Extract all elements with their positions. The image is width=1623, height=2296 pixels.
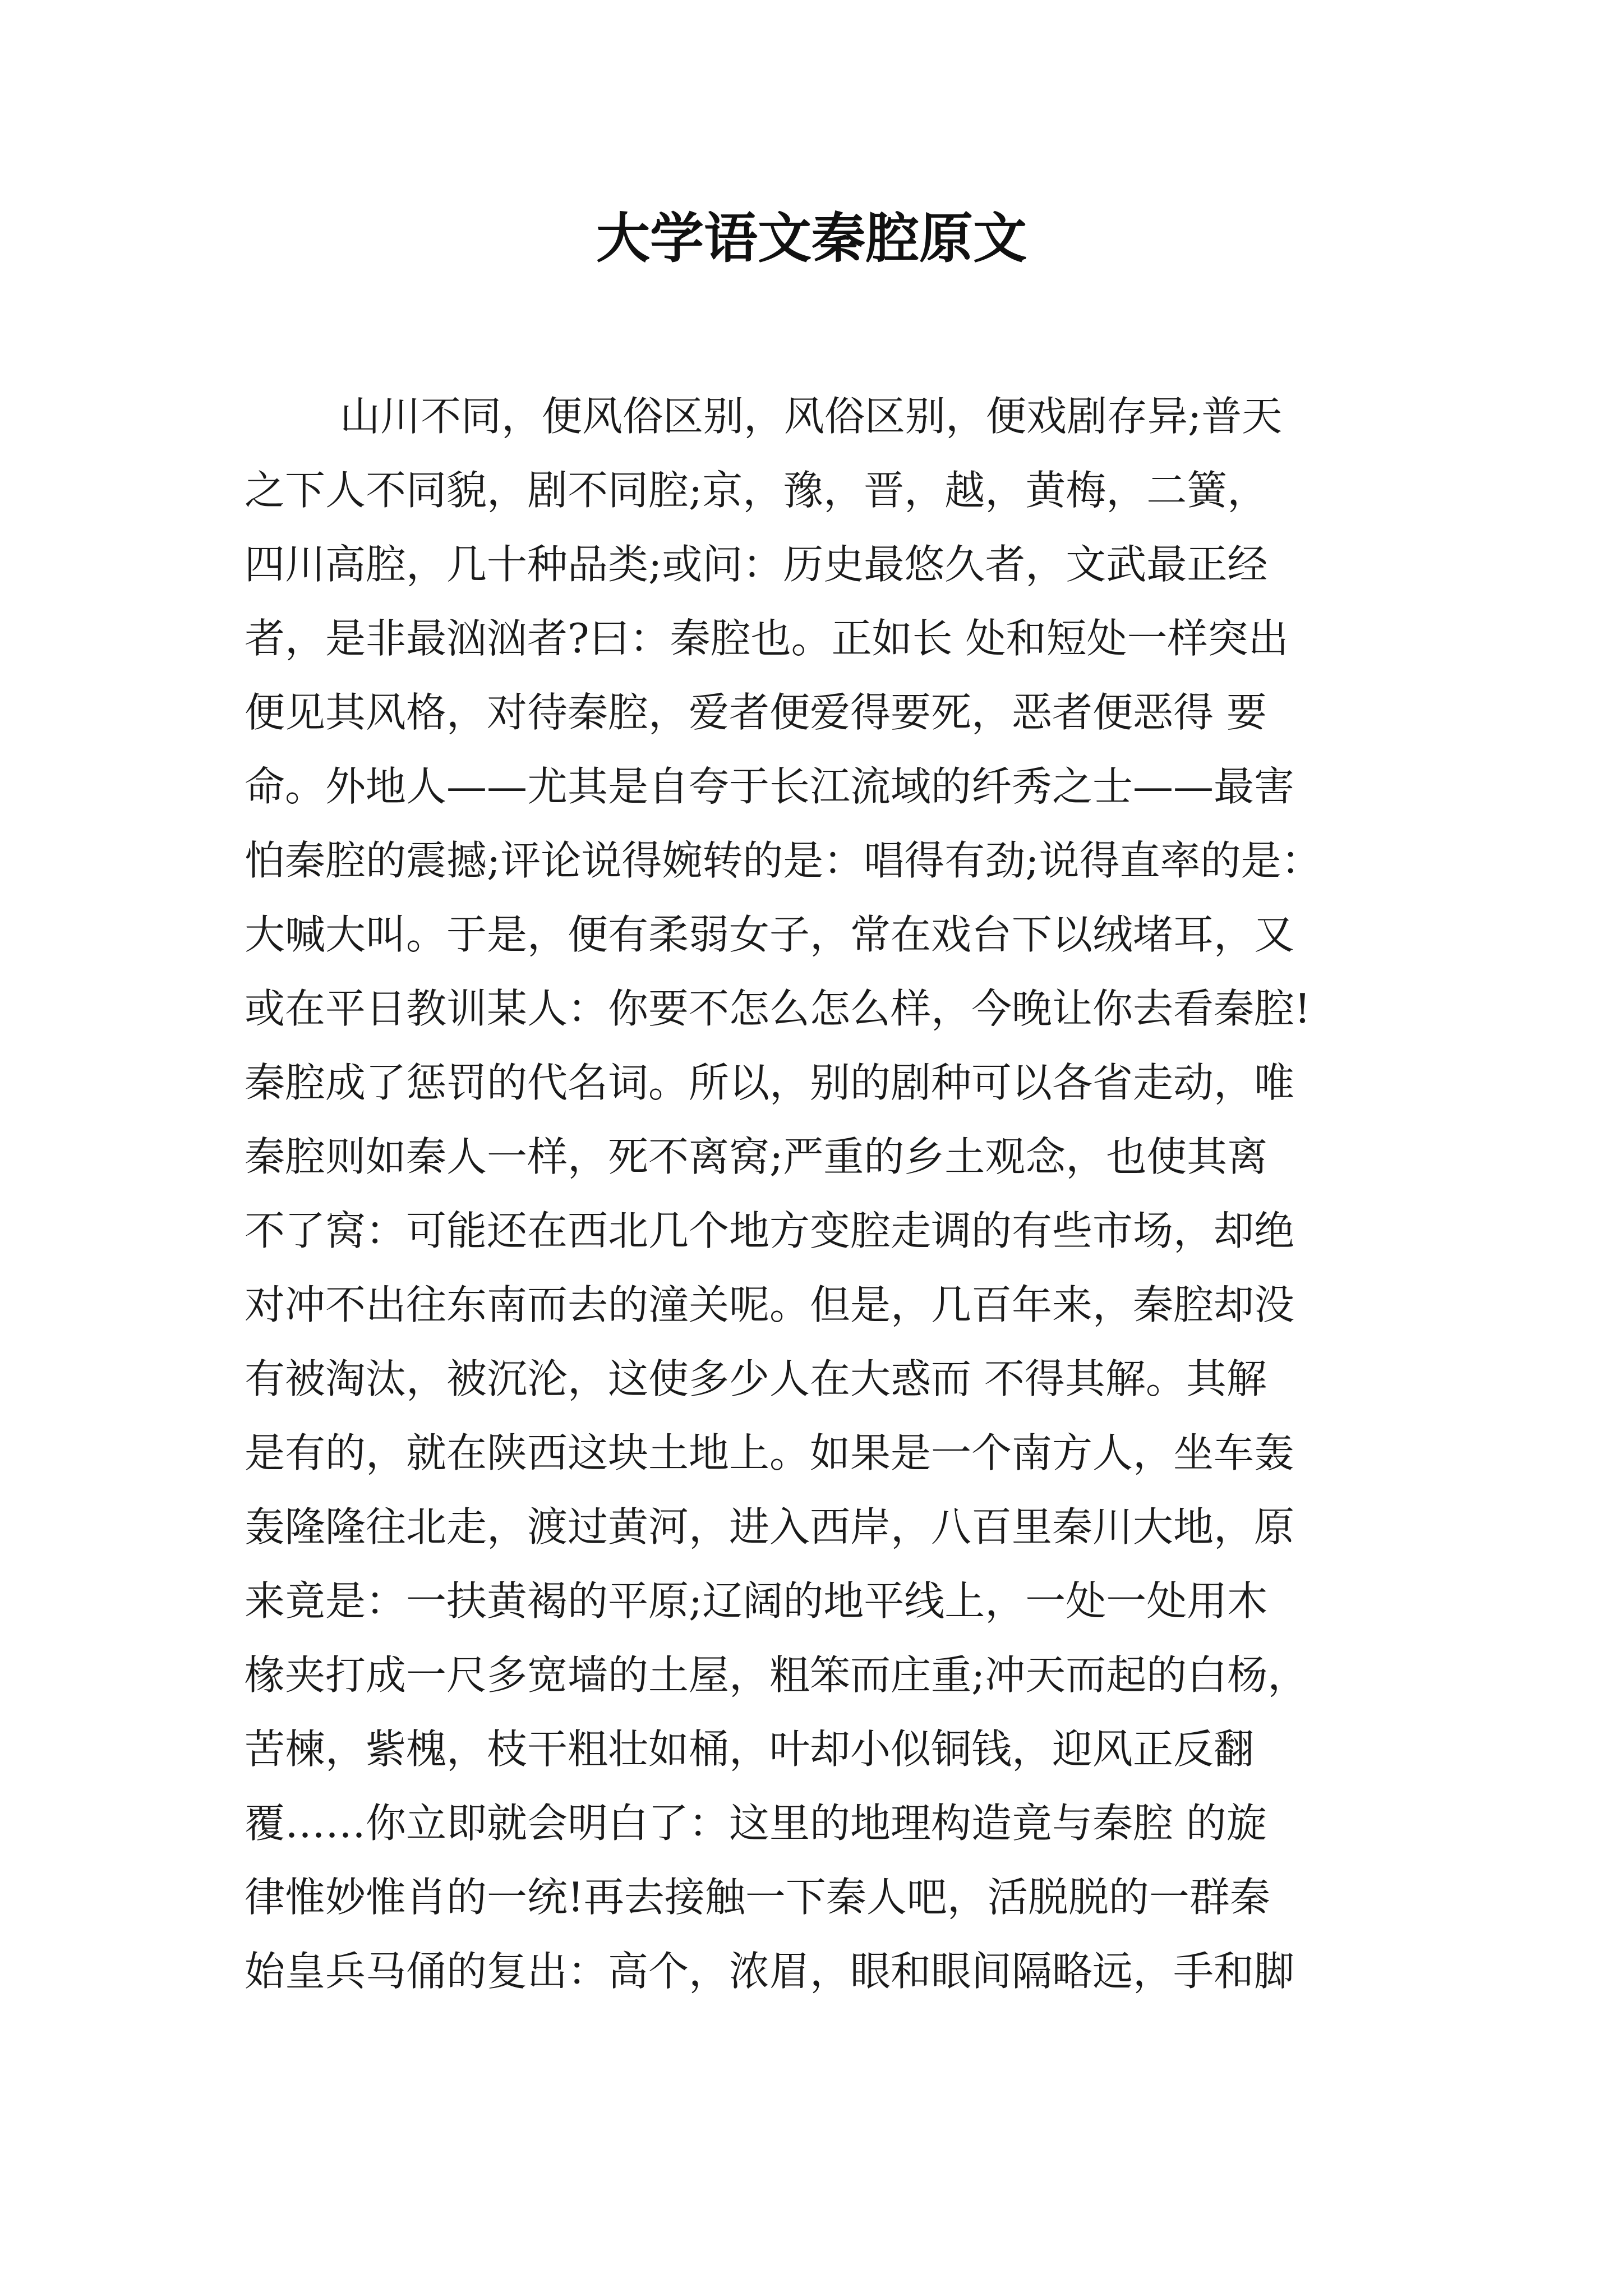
text-line: 不了窝：可能还在西北几个地方变腔走调的有些市场，却绝 [245, 1207, 1295, 1254]
text-line: 对冲不出往东南而去的潼关呢。但是，几百年来，秦腔却没 [245, 1281, 1295, 1328]
text-line: 来竟是：一扶黄褐的平原;辽阔的地平线上，一处一处用木 [245, 1577, 1268, 1625]
text-line: 山川不同，便风俗区别，风俗区别，便戏剧存异;普天 [340, 393, 1283, 440]
text-line: 秦腔成了惩罚的代名词。所以，别的剧种可以各省走动，唯 [245, 1059, 1295, 1106]
text-line: 秦腔则如秦人一样，死不离窝;严重的乡土观念，也使其离 [245, 1133, 1268, 1180]
text-line: 轰隆隆往北走，渡过黄河，进入西岸，八百里秦川大地，原 [245, 1503, 1295, 1550]
text-line: 四川高腔，几十种品类;或问：历史最悠久者，文武最正经 [245, 541, 1268, 588]
text-line: 或在平日教训某人：你要不怎么怎么样，今晚让你去看秦腔! [245, 985, 1311, 1032]
text-line: 怕秦腔的震撼;评论说得婉转的是：唱得有劲;说得直率的是： [245, 837, 1322, 884]
text-line: 大喊大叫。于是，便有柔弱女子，常在戏台下以绒堵耳，又 [245, 911, 1295, 958]
document-title: 大学语文秦腔原文 [596, 206, 1027, 270]
text-line: 覆……你立即就会明白了：这里的地理构造竟与秦腔 的旋 [245, 1800, 1267, 1847]
text-line: 便见其风格，对待秦腔，爱者便爱得要死，恶者便恶得 要 [245, 689, 1267, 736]
text-line: 之下人不同貌，剧不同腔;京，豫，晋，越，黄梅，二簧， [245, 467, 1268, 514]
body-paragraph [245, 379, 1389, 2008]
text-line: 有被淘汰，被沉沦，这使多少人在大惑而 不得其解。其解 [245, 1355, 1267, 1402]
text-line: 始皇兵马俑的复出：高个，浓眉，眼和眼间隔略远，手和脚 [245, 1948, 1295, 1995]
text-line: 律惟妙惟肖的一统!再去接触一下秦人吧，活脱脱的一群秦 [245, 1874, 1270, 1921]
text-line: 椽夹打成一尺多宽墙的土屋，粗笨而庄重;冲天而起的白杨， [245, 1651, 1308, 1699]
text-line: 苦楝，紫槐，枝干粗壮如桶，叶却小似铜钱，迎风正反翻 [245, 1726, 1255, 1773]
text-line: 命。外地人——尤其是自夸于长江流域的纤秀之士——最害 [245, 763, 1295, 810]
text-line: 者，是非最汹汹者?曰：秦腔也。正如长 处和短处一样突出 [245, 615, 1289, 662]
text-line: 是有的，就在陕西这块土地上。如果是一个南方人，坐车轰 [245, 1429, 1295, 1476]
